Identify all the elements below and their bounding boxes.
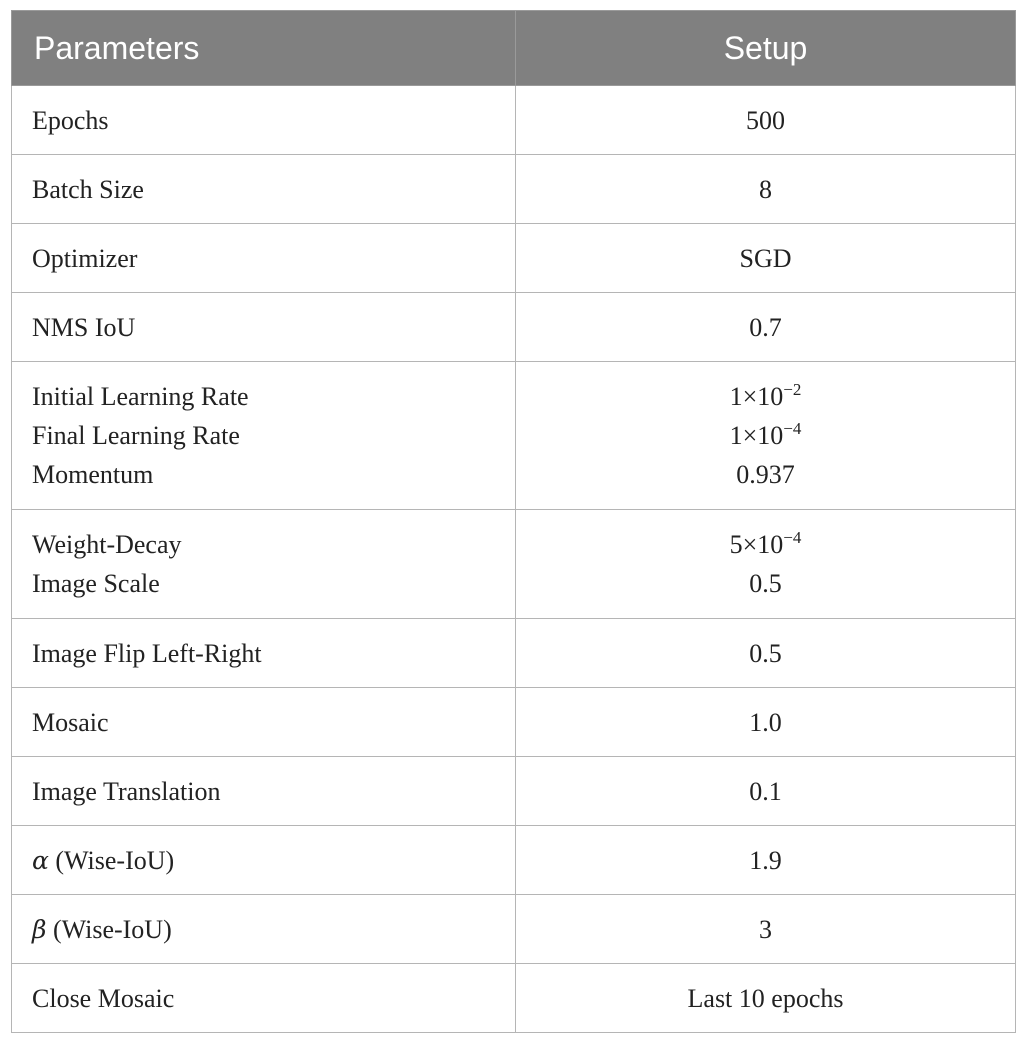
table-row <box>12 826 1016 895</box>
setup-value <box>516 455 1015 494</box>
parameter-name: Mosaic <box>32 707 109 737</box>
setup-value-text: 8 <box>759 174 772 204</box>
parameter-name <box>32 841 515 880</box>
setup-value <box>516 101 1015 140</box>
parameter-cell <box>12 619 516 688</box>
setup-value-text: 0.937 <box>736 460 795 489</box>
setup-cell <box>516 362 1016 510</box>
setup-value <box>516 772 1015 811</box>
setup-cell <box>516 619 1016 688</box>
parameter-name: Final Learning Rate <box>32 421 240 450</box>
parameter-name: Batch Size <box>32 174 144 204</box>
table-header <box>12 11 1016 86</box>
parameter-name: Image Translation <box>32 776 221 806</box>
parameters-table <box>11 10 1016 1033</box>
setup-value <box>516 910 1015 949</box>
greek-symbol: β <box>32 914 47 944</box>
setup-cell <box>516 155 1016 224</box>
parameter-name: Epochs <box>32 105 109 135</box>
setup-value-text: 1.9 <box>749 845 782 875</box>
parameter-name: NMS IoU <box>32 312 136 342</box>
setup-value <box>516 703 1015 742</box>
table-row <box>12 757 1016 826</box>
parameter-cell <box>12 224 516 293</box>
parameter-cell <box>12 510 516 619</box>
setup-value <box>516 170 1015 209</box>
setup-value <box>516 979 1015 1018</box>
table-row <box>12 688 1016 757</box>
setup-value-text: 0.7 <box>749 312 782 342</box>
setup-value-text: 5×10 <box>729 530 784 559</box>
parameter-name: Image Flip Left-Right <box>32 638 262 668</box>
table-row <box>12 362 1016 510</box>
parameter-name: Image Scale <box>32 569 160 598</box>
setup-cell <box>516 964 1016 1033</box>
setup-cell <box>516 826 1016 895</box>
parameter-name: Momentum <box>32 460 154 489</box>
parameter-name-suffix: (Wise-IoU) <box>48 845 175 875</box>
setup-cell <box>516 688 1016 757</box>
setup-value <box>516 308 1015 347</box>
parameter-cell <box>12 362 516 510</box>
setup-cell <box>516 86 1016 155</box>
setup-value-text: SGD <box>739 243 792 273</box>
table-row <box>12 964 1016 1033</box>
exponent: −4 <box>783 528 802 547</box>
table-row <box>12 510 1016 619</box>
parameters-column-header: Parameters <box>12 11 516 86</box>
setup-cell <box>516 293 1016 362</box>
table-row <box>12 224 1016 293</box>
setup-column-header: Setup <box>516 11 1016 86</box>
header-row <box>12 11 1016 86</box>
exponent: −4 <box>783 419 802 438</box>
parameter-cell <box>12 86 516 155</box>
greek-symbol: α <box>32 845 49 875</box>
table-row <box>12 895 1016 964</box>
exponent: −2 <box>783 380 802 399</box>
parameter-cell <box>12 826 516 895</box>
parameters-table-container <box>11 10 1015 1033</box>
setup-value-text: 1.0 <box>749 707 782 737</box>
setup-value-text: Last 10 epochs <box>687 983 844 1013</box>
setup-value <box>516 239 1015 278</box>
setup-value-text: 0.1 <box>749 776 782 806</box>
parameter-name: Initial Learning Rate <box>32 382 249 411</box>
setup-value-text: 500 <box>746 105 785 135</box>
parameter-cell <box>12 155 516 224</box>
table-row <box>12 619 1016 688</box>
setup-value <box>516 525 1015 564</box>
setup-value-text: 1×10 <box>729 382 784 411</box>
parameter-cell <box>12 293 516 362</box>
table-row <box>12 155 1016 224</box>
setup-value <box>516 416 1015 455</box>
parameter-name: Close Mosaic <box>32 983 175 1013</box>
table-row <box>12 293 1016 362</box>
parameter-name-suffix: (Wise-IoU) <box>46 914 172 944</box>
parameter-name: Optimizer <box>32 243 138 273</box>
setup-cell <box>516 224 1016 293</box>
setup-value-text: 0.5 <box>749 569 782 598</box>
setup-value <box>516 841 1015 880</box>
setup-cell <box>516 757 1016 826</box>
parameter-cell <box>12 964 516 1033</box>
parameter-cell <box>12 757 516 826</box>
parameter-cell <box>12 895 516 964</box>
setup-value-text: 3 <box>759 914 772 944</box>
setup-cell <box>516 895 1016 964</box>
table-body <box>12 86 1016 1033</box>
setup-value <box>516 564 1015 603</box>
parameter-name <box>32 910 515 949</box>
setup-value-text: 1×10 <box>729 421 784 450</box>
setup-value <box>516 634 1015 673</box>
setup-value-text: 0.5 <box>749 638 782 668</box>
parameter-name: Weight-Decay <box>32 530 182 559</box>
setup-cell <box>516 510 1016 619</box>
setup-value <box>516 377 1015 416</box>
parameter-cell <box>12 688 516 757</box>
table-row <box>12 86 1016 155</box>
